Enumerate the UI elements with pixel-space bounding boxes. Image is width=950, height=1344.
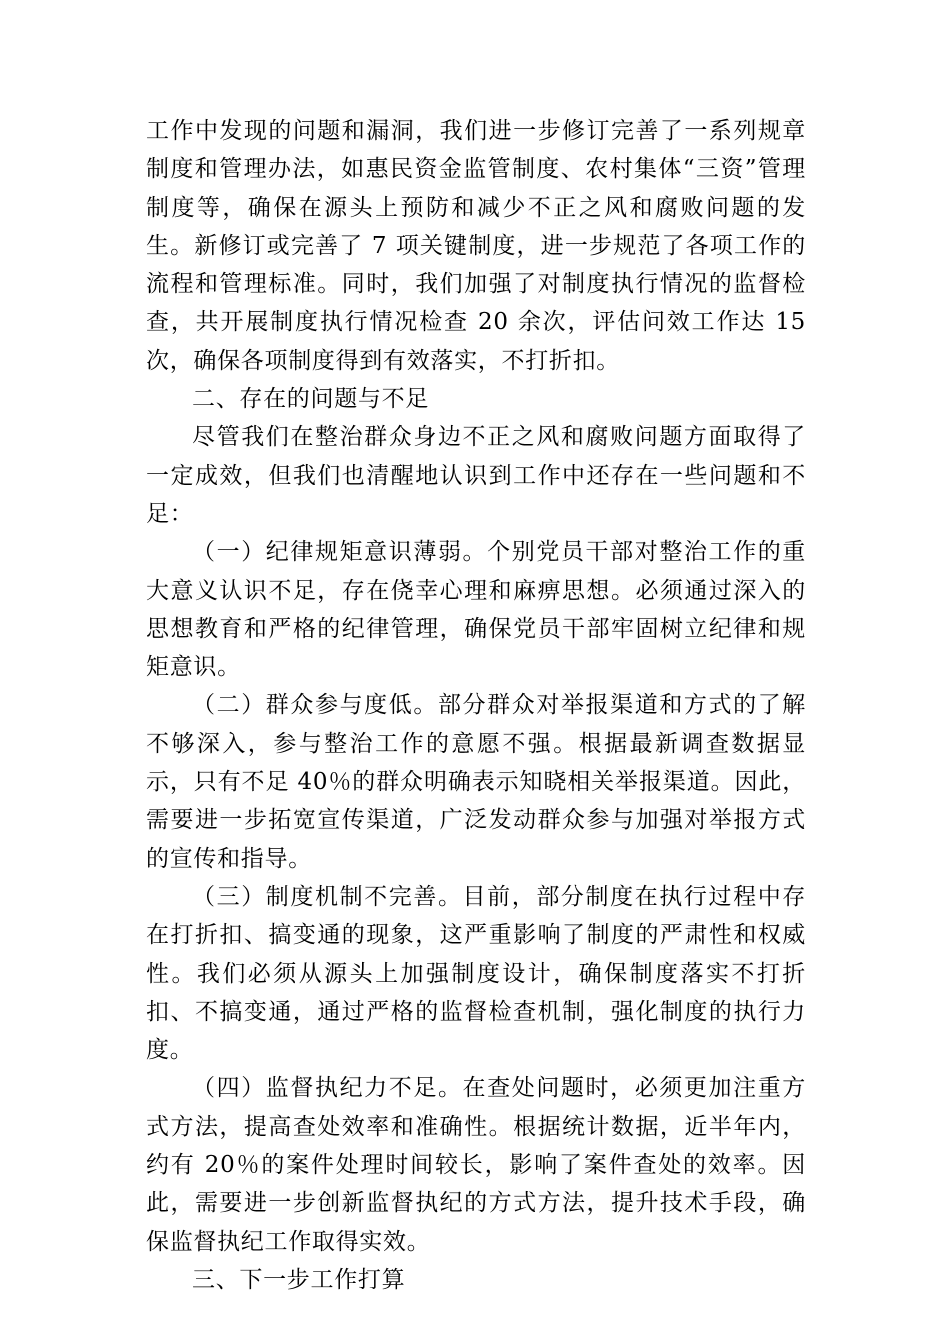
section-two-intro: 尽管我们在整治群众身边不正之风和腐败问题方面取得了一定成效，但我们也清醒地认识到工作中还存在一些问题和不足： xyxy=(146,424,806,527)
document-body xyxy=(146,112,806,1299)
issue-body-2: 部分群众对举报渠道和方式的了解不够深入，参与整治工作的意愿不强。根据最新调查数据显示，只有不足 40％的群众明确表示知晓相关举报渠道。因此，需要进一步拓宽宣传渠道，广泛发动群众参与加强对举报方式的宣传和指导。 xyxy=(146,692,807,872)
issue-paragraph-4 xyxy=(146,1069,806,1260)
issue-paragraph-1 xyxy=(146,533,806,686)
issue-body-1: 个别党员干部对整治工作的重大意义认识不足，存在侥幸心理和麻痹思想。必须通过深入的思想教育和严格的纪律管理，确保党员干部牢固树立纪律和规矩意识。 xyxy=(146,539,806,681)
issue-body-4: 在查处问题时，必须更加注重方式方法，提高查处效率和准确性。根据统计数据，近半年内，约有 20％的案件处理时间较长，影响了案件查处的效率。因此，需要进一步创新监督执纪的方式方法，提升技术手段，确保监督执纪工作取得实效。 xyxy=(146,1075,806,1255)
section-two-heading: 二、存在的问题与不足 xyxy=(192,386,429,413)
section-three-heading: 三、下一步工作打算 xyxy=(192,1266,406,1293)
issue-title-4: （四）监督执纪力不足。 xyxy=(192,1075,463,1102)
issue-title-2: （二）群众参与度低。 xyxy=(192,692,438,719)
issue-title-3: （三）制度机制不完善。 xyxy=(192,883,463,910)
intro-paragraph: 工作中发现的问题和漏洞，我们进一步修订完善了一系列规章制度和管理办法，如惠民资金监管制度、农村集体“三资”管理制度等，确保在源头上预防和减少不正之风和腐败问题的发生。新修订或完善了 7 项关键制度，进一步规范了各项工作的流程和管理标准。同时，我们加强了对制度执行情况的监督检查，共开展制度执行情况检查 20 余次，评估问效工作达 15 次，确保各项制度得到有效落实，不打折扣。 xyxy=(146,118,806,374)
issue-paragraph-3 xyxy=(146,878,806,1069)
issue-title-1: （一）纪律规矩意识薄弱。 xyxy=(192,539,488,566)
issue-paragraph-2 xyxy=(146,686,806,877)
issue-body-3: 目前，部分制度在执行过程中存在打折扣、搞变通的现象，这严重影响了制度的严肃性和权威性。我们必须从源头上加强制度设计，确保制度落实不打折扣、不搞变通，通过严格的监督检查机制，强化制度的执行力度。 xyxy=(146,883,806,1064)
